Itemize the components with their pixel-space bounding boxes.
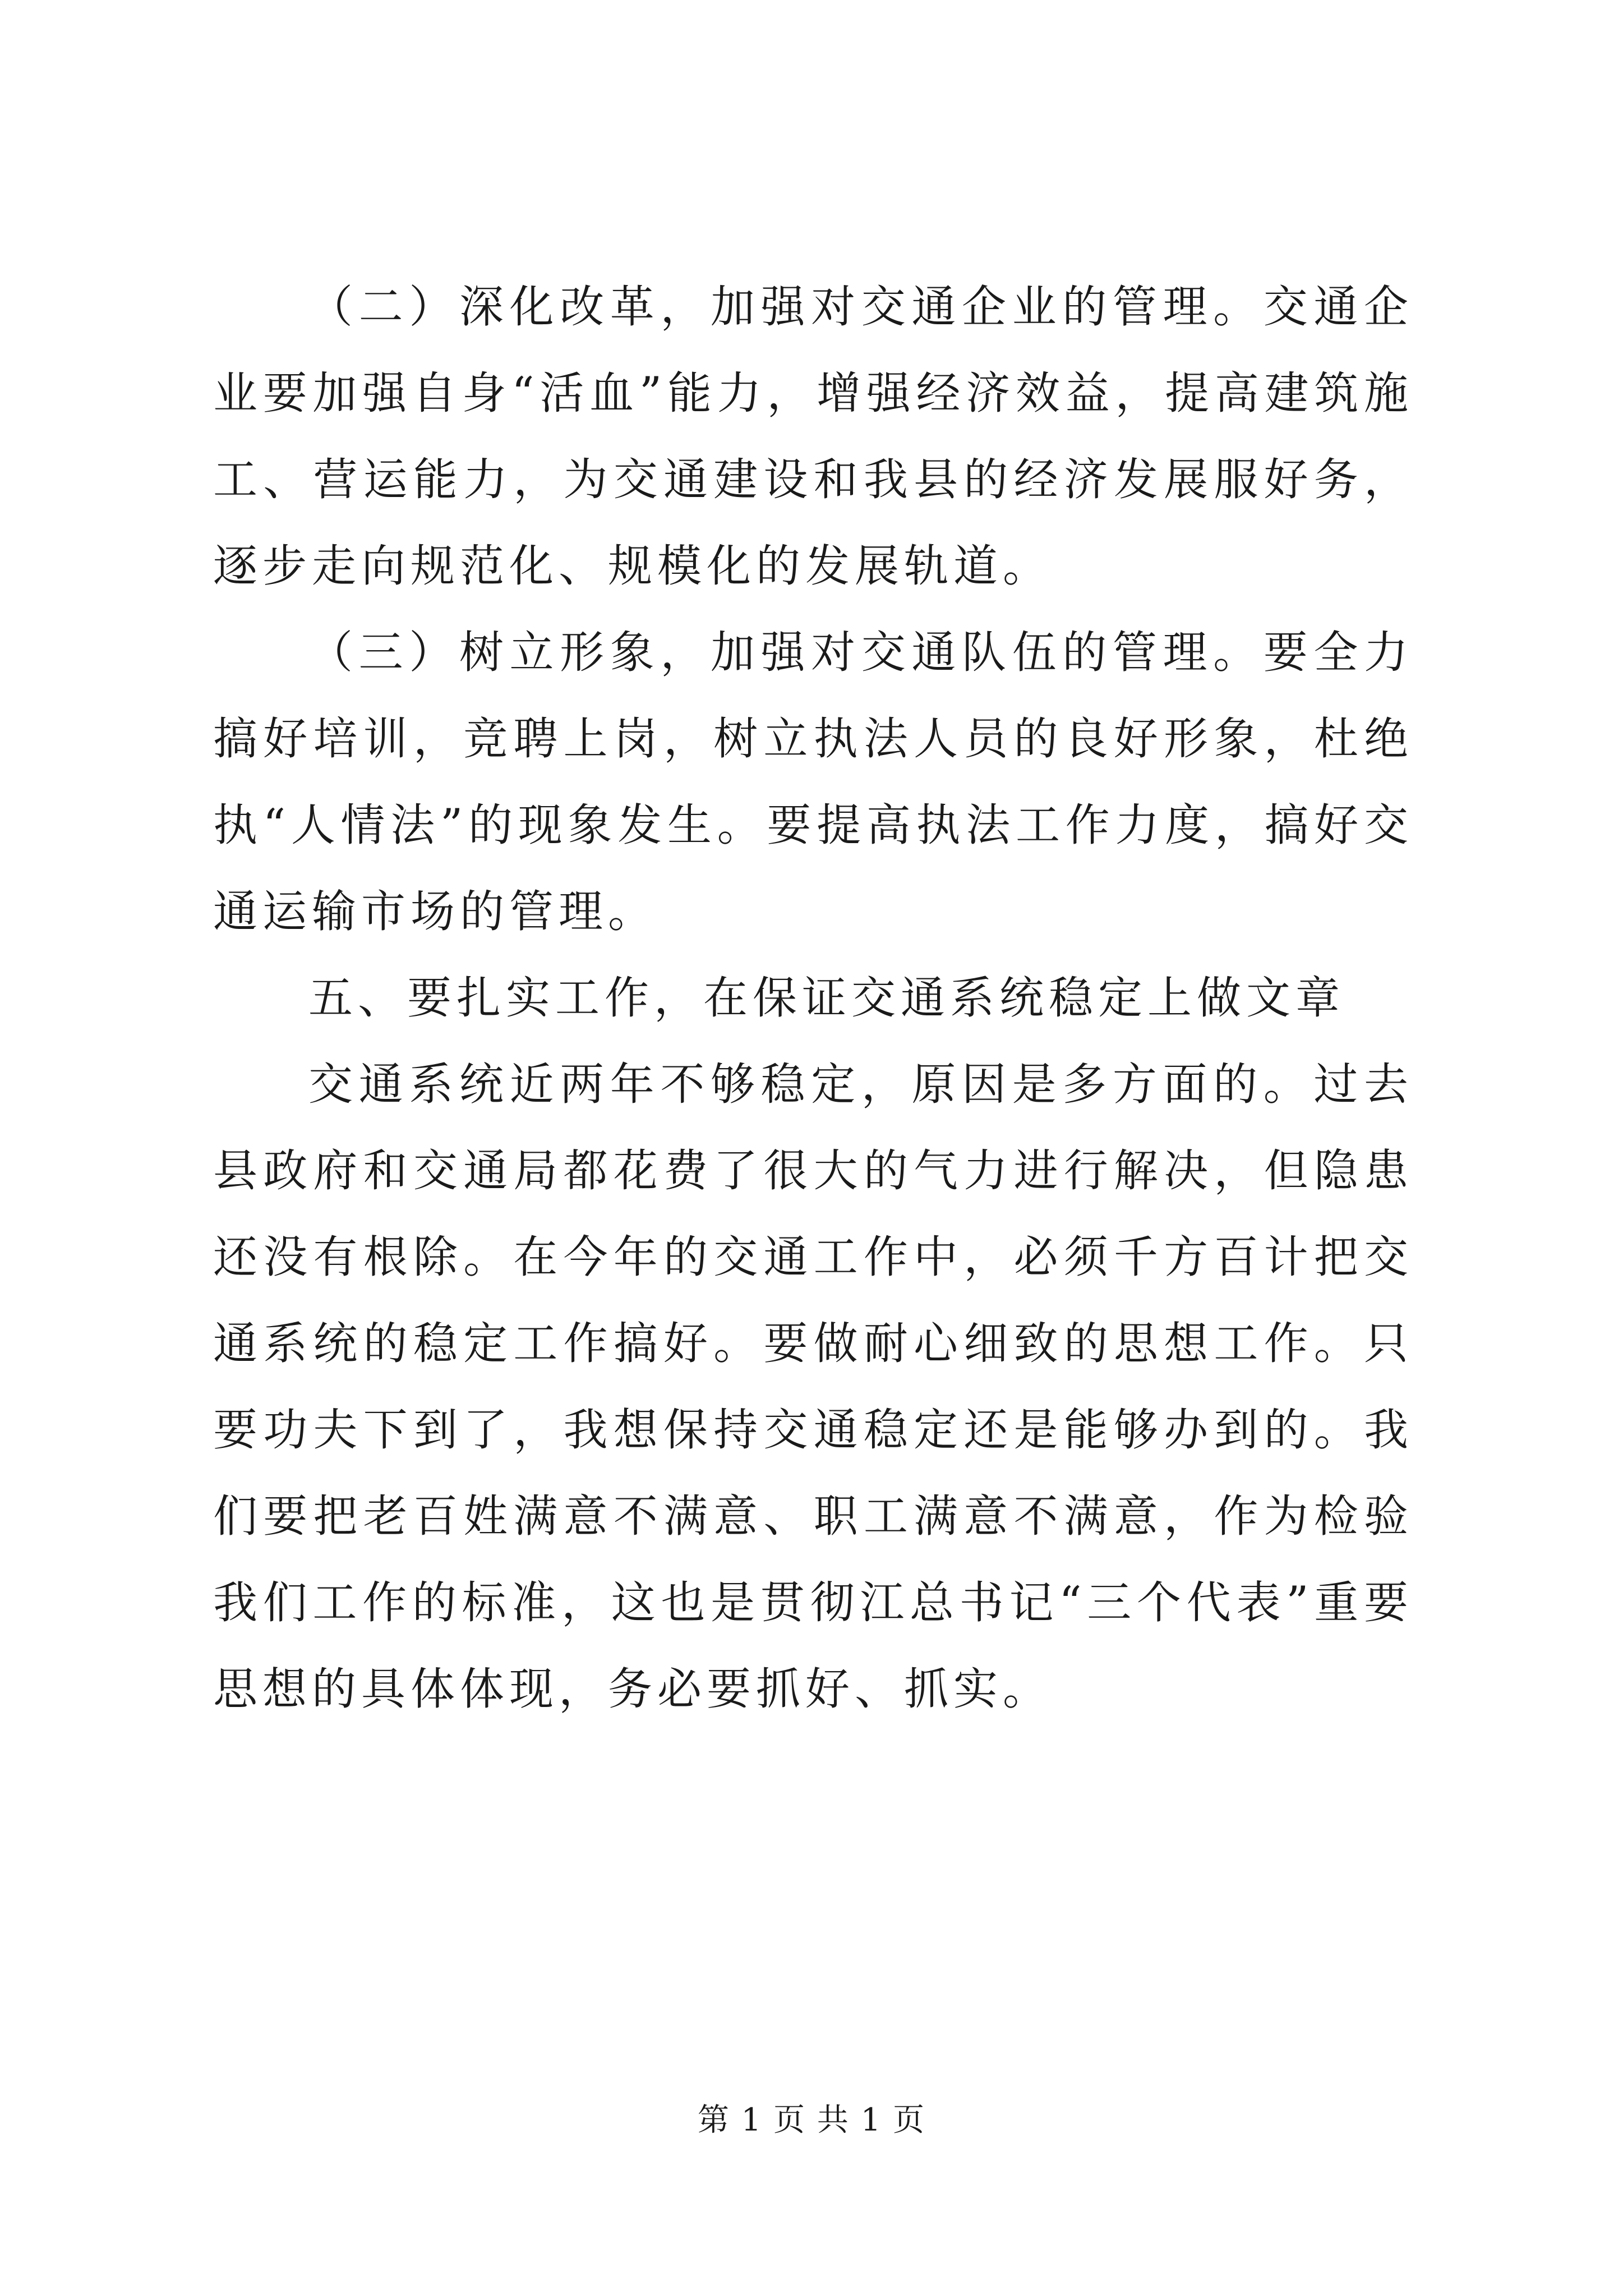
paragraph-stability: 交通系统近两年不够稳定，原因是多方面的。过去县政府和交通局都花费了很大的气力进行解决，但隐患还没有根除。在今年的交通工作中，必须千方百计把交通系统的稳定工作搞好。要做耐心细致的思想工作。只要功夫下到了，我想保持交通稳定还是能够办到的。我们要把老百姓满意不满意、职工满意不满意，作为检验我们工作的标准，这也是贯彻江总书记“三个代表”重要思想的具体体现，务必要抓好、抓实。 [213, 1059, 1413, 1715]
section-heading-five: 五、要扎实工作，在保证交通系统稳定上做文章 [308, 972, 1345, 1024]
paragraph-section-three: （三）树立形象，加强对交通队伍的管理。要全力搞好培训，竞聘上岗，树立执法人员的良好形象，杜绝执“人情法”的现象发生。要提高执法工作力度，搞好交通运输市场的管理。 [213, 627, 1413, 937]
paragraph-section-two: （二）深化改革，加强对交通企业的管理。交通企业要加强自身“活血”能力，增强经济效益，提高建筑施工、营运能力，为交通建设和我县的经济发展服好务，逐步走向规范化、规模化的发展轨道。 [213, 281, 1413, 592]
document-body [213, 264, 1413, 1732]
page-number-footer: 第 1 页 共 1 页 [697, 2102, 926, 2138]
